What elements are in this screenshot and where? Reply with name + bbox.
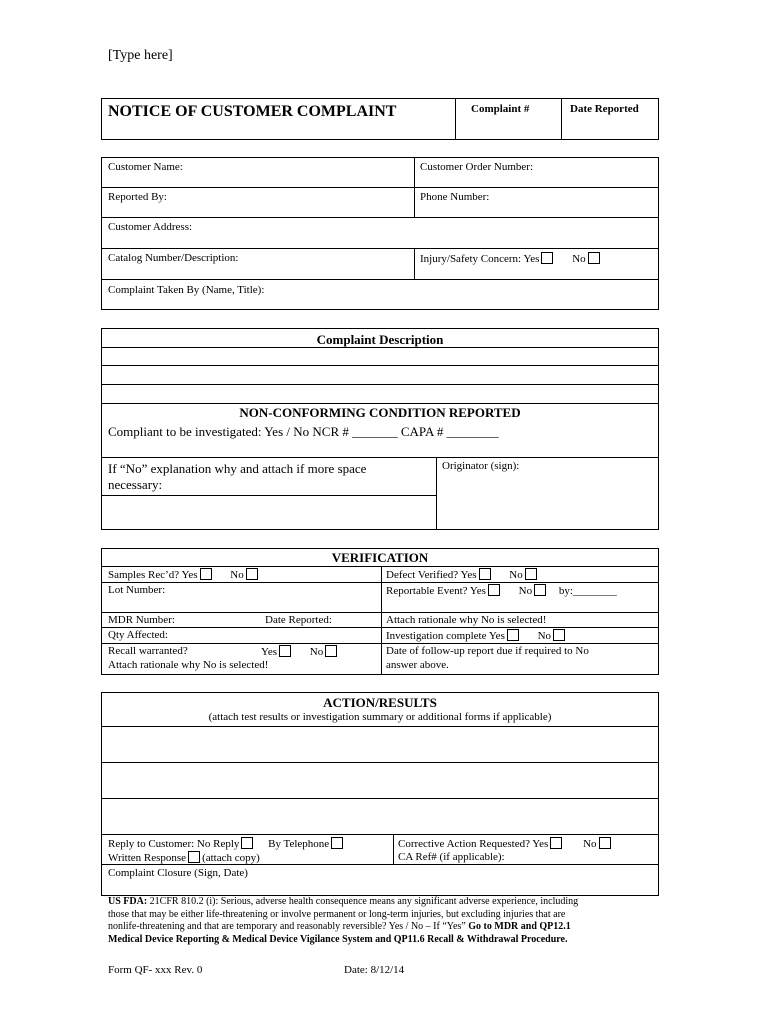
complaint-description-title: Complaint Description bbox=[316, 332, 444, 347]
catalog-number-label: Catalog Number/Description: bbox=[108, 252, 239, 264]
fda-bold-line3: Go to MDR and QP12.1 bbox=[468, 921, 571, 932]
corrective-yes-label: Corrective Action Requested? Yes bbox=[398, 838, 549, 850]
reportable-no-label: No bbox=[518, 585, 533, 597]
mdr-date-reported-label: Date Reported: bbox=[265, 614, 332, 626]
followup-line1: Date of follow-up report due if required to No bbox=[386, 645, 589, 657]
defect-yes-label: Defect Verified? Yes bbox=[386, 569, 477, 581]
samples-yes-label: Samples Rec’d? Yes bbox=[108, 569, 198, 581]
recall-attach-rationale: Attach rationale why No is selected! bbox=[108, 659, 269, 671]
corrective-yes-checkbox[interactable] bbox=[550, 837, 562, 849]
investigation-no-checkbox[interactable] bbox=[553, 629, 565, 641]
written-response-label: Written Response bbox=[108, 852, 187, 864]
reply-telephone-label: By Telephone bbox=[268, 838, 330, 850]
investigation-yes-checkbox[interactable] bbox=[507, 629, 519, 641]
action-results-subtitle: (attach test results or investigation summary or additional forms if applicable) bbox=[208, 711, 552, 723]
if-no-explanation-line1: If “No” explanation why and attach if more space bbox=[108, 461, 367, 476]
fda-bold-line4: Medical Device Reporting & Medical Device Vigilance System and QP11.6 Recall & Withdrawal Procedure. bbox=[108, 933, 568, 945]
form-title: NOTICE OF CUSTOMER COMPLAINT bbox=[108, 103, 397, 120]
defect-no-label: No bbox=[509, 569, 523, 581]
form-date-label: Date: 8/12/14 bbox=[344, 964, 405, 976]
written-response-checkbox[interactable] bbox=[188, 851, 200, 863]
fda-text-line2: those that may be either life-threatening or involve permanent or long-term injuries, but excluding injuries that are bbox=[108, 908, 566, 920]
form-number-label: Form QF- xxx Rev. 0 bbox=[108, 964, 203, 976]
reply-row bbox=[108, 837, 345, 851]
reply-no-reply-label: Reply to Customer: No Reply bbox=[108, 838, 240, 850]
reportable-event-row bbox=[386, 584, 617, 598]
fda-label: US FDA: bbox=[108, 896, 148, 907]
if-no-explanation-line2: necessary: bbox=[108, 477, 163, 492]
header-placeholder: [Type here] bbox=[108, 48, 173, 63]
investigation-yes-label: Investigation complete Yes bbox=[386, 630, 505, 642]
investigation-no-label: No bbox=[537, 630, 552, 642]
phone-number-label: Phone Number: bbox=[420, 191, 490, 203]
corrective-action-row bbox=[398, 837, 613, 851]
recall-no-checkbox[interactable] bbox=[325, 645, 337, 657]
complaint-number-label: Complaint # bbox=[471, 103, 530, 115]
recall-no-label: No bbox=[309, 646, 324, 658]
samples-no-checkbox[interactable] bbox=[246, 568, 258, 580]
recall-options bbox=[261, 645, 339, 659]
investigate-line: Compliant to be investigated: Yes / No NCR # _______ CAPA # ________ bbox=[108, 424, 499, 439]
reply-telephone-checkbox[interactable] bbox=[331, 837, 343, 849]
customer-name-label: Customer Name: bbox=[108, 161, 183, 173]
injury-yes-label: Injury/Safety Concern: Yes bbox=[420, 253, 540, 265]
complaint-closure-label: Complaint Closure (Sign, Date) bbox=[108, 867, 248, 879]
written-response-row bbox=[108, 851, 260, 865]
lot-number-label: Lot Number: bbox=[108, 584, 166, 596]
customer-order-label: Customer Order Number: bbox=[420, 161, 534, 173]
recall-yes-label: Yes bbox=[261, 646, 278, 658]
defect-yes-checkbox[interactable] bbox=[479, 568, 491, 580]
defect-verified-row bbox=[386, 568, 539, 582]
fda-text-line3: nonlife-threatening and that are temporary and reasonably reversible? Yes / No – If “Yes” bbox=[108, 921, 469, 932]
recall-yes-checkbox[interactable] bbox=[279, 645, 291, 657]
fda-text-line1: 21CFR 810.2 (i): Serious, adverse health consequence means any significant adverse experience, including bbox=[147, 896, 579, 907]
injury-no-label: No bbox=[572, 253, 586, 265]
samples-yes-checkbox[interactable] bbox=[200, 568, 212, 580]
mdr-number-label: MDR Number: bbox=[108, 614, 175, 626]
followup-line2: answer above. bbox=[386, 659, 449, 671]
samples-row bbox=[108, 568, 260, 582]
reply-no-reply-checkbox[interactable] bbox=[241, 837, 253, 849]
customer-address-label: Customer Address: bbox=[108, 221, 193, 233]
corrective-no-checkbox[interactable] bbox=[599, 837, 611, 849]
attach-rationale-label: Attach rationale why No is selected! bbox=[386, 614, 547, 626]
investigation-complete-row bbox=[386, 629, 567, 643]
nonconforming-title: NON-CONFORMING CONDITION REPORTED bbox=[239, 405, 521, 420]
recall-warranted-label: Recall warranted? bbox=[108, 645, 188, 657]
injury-concern-row bbox=[420, 252, 602, 266]
reported-by-label: Reported By: bbox=[108, 191, 167, 203]
defect-no-checkbox[interactable] bbox=[525, 568, 537, 580]
reportable-yes-checkbox[interactable] bbox=[488, 584, 500, 596]
reportable-no-checkbox[interactable] bbox=[534, 584, 546, 596]
attach-copy-label: (attach copy) bbox=[202, 852, 260, 864]
verification-title: VERIFICATION bbox=[331, 550, 429, 565]
samples-no-label: No bbox=[230, 569, 244, 581]
originator-sign-label: Originator (sign): bbox=[442, 460, 520, 472]
fda-footnote bbox=[108, 896, 658, 946]
qty-affected-label: Qty Affected: bbox=[108, 629, 168, 641]
injury-yes-checkbox[interactable] bbox=[541, 252, 553, 264]
reportable-by-label: by:________ bbox=[558, 585, 617, 597]
complaint-taken-by-label: Complaint Taken By (Name, Title): bbox=[108, 284, 265, 296]
injury-no-checkbox[interactable] bbox=[588, 252, 600, 264]
ca-ref-label: CA Ref# (if applicable): bbox=[398, 851, 505, 863]
corrective-no-label: No bbox=[583, 838, 597, 850]
action-results-title: ACTION/RESULTS bbox=[323, 695, 437, 710]
reportable-yes-label: Reportable Event? Yes bbox=[386, 585, 486, 597]
date-reported-label: Date Reported bbox=[570, 103, 639, 115]
